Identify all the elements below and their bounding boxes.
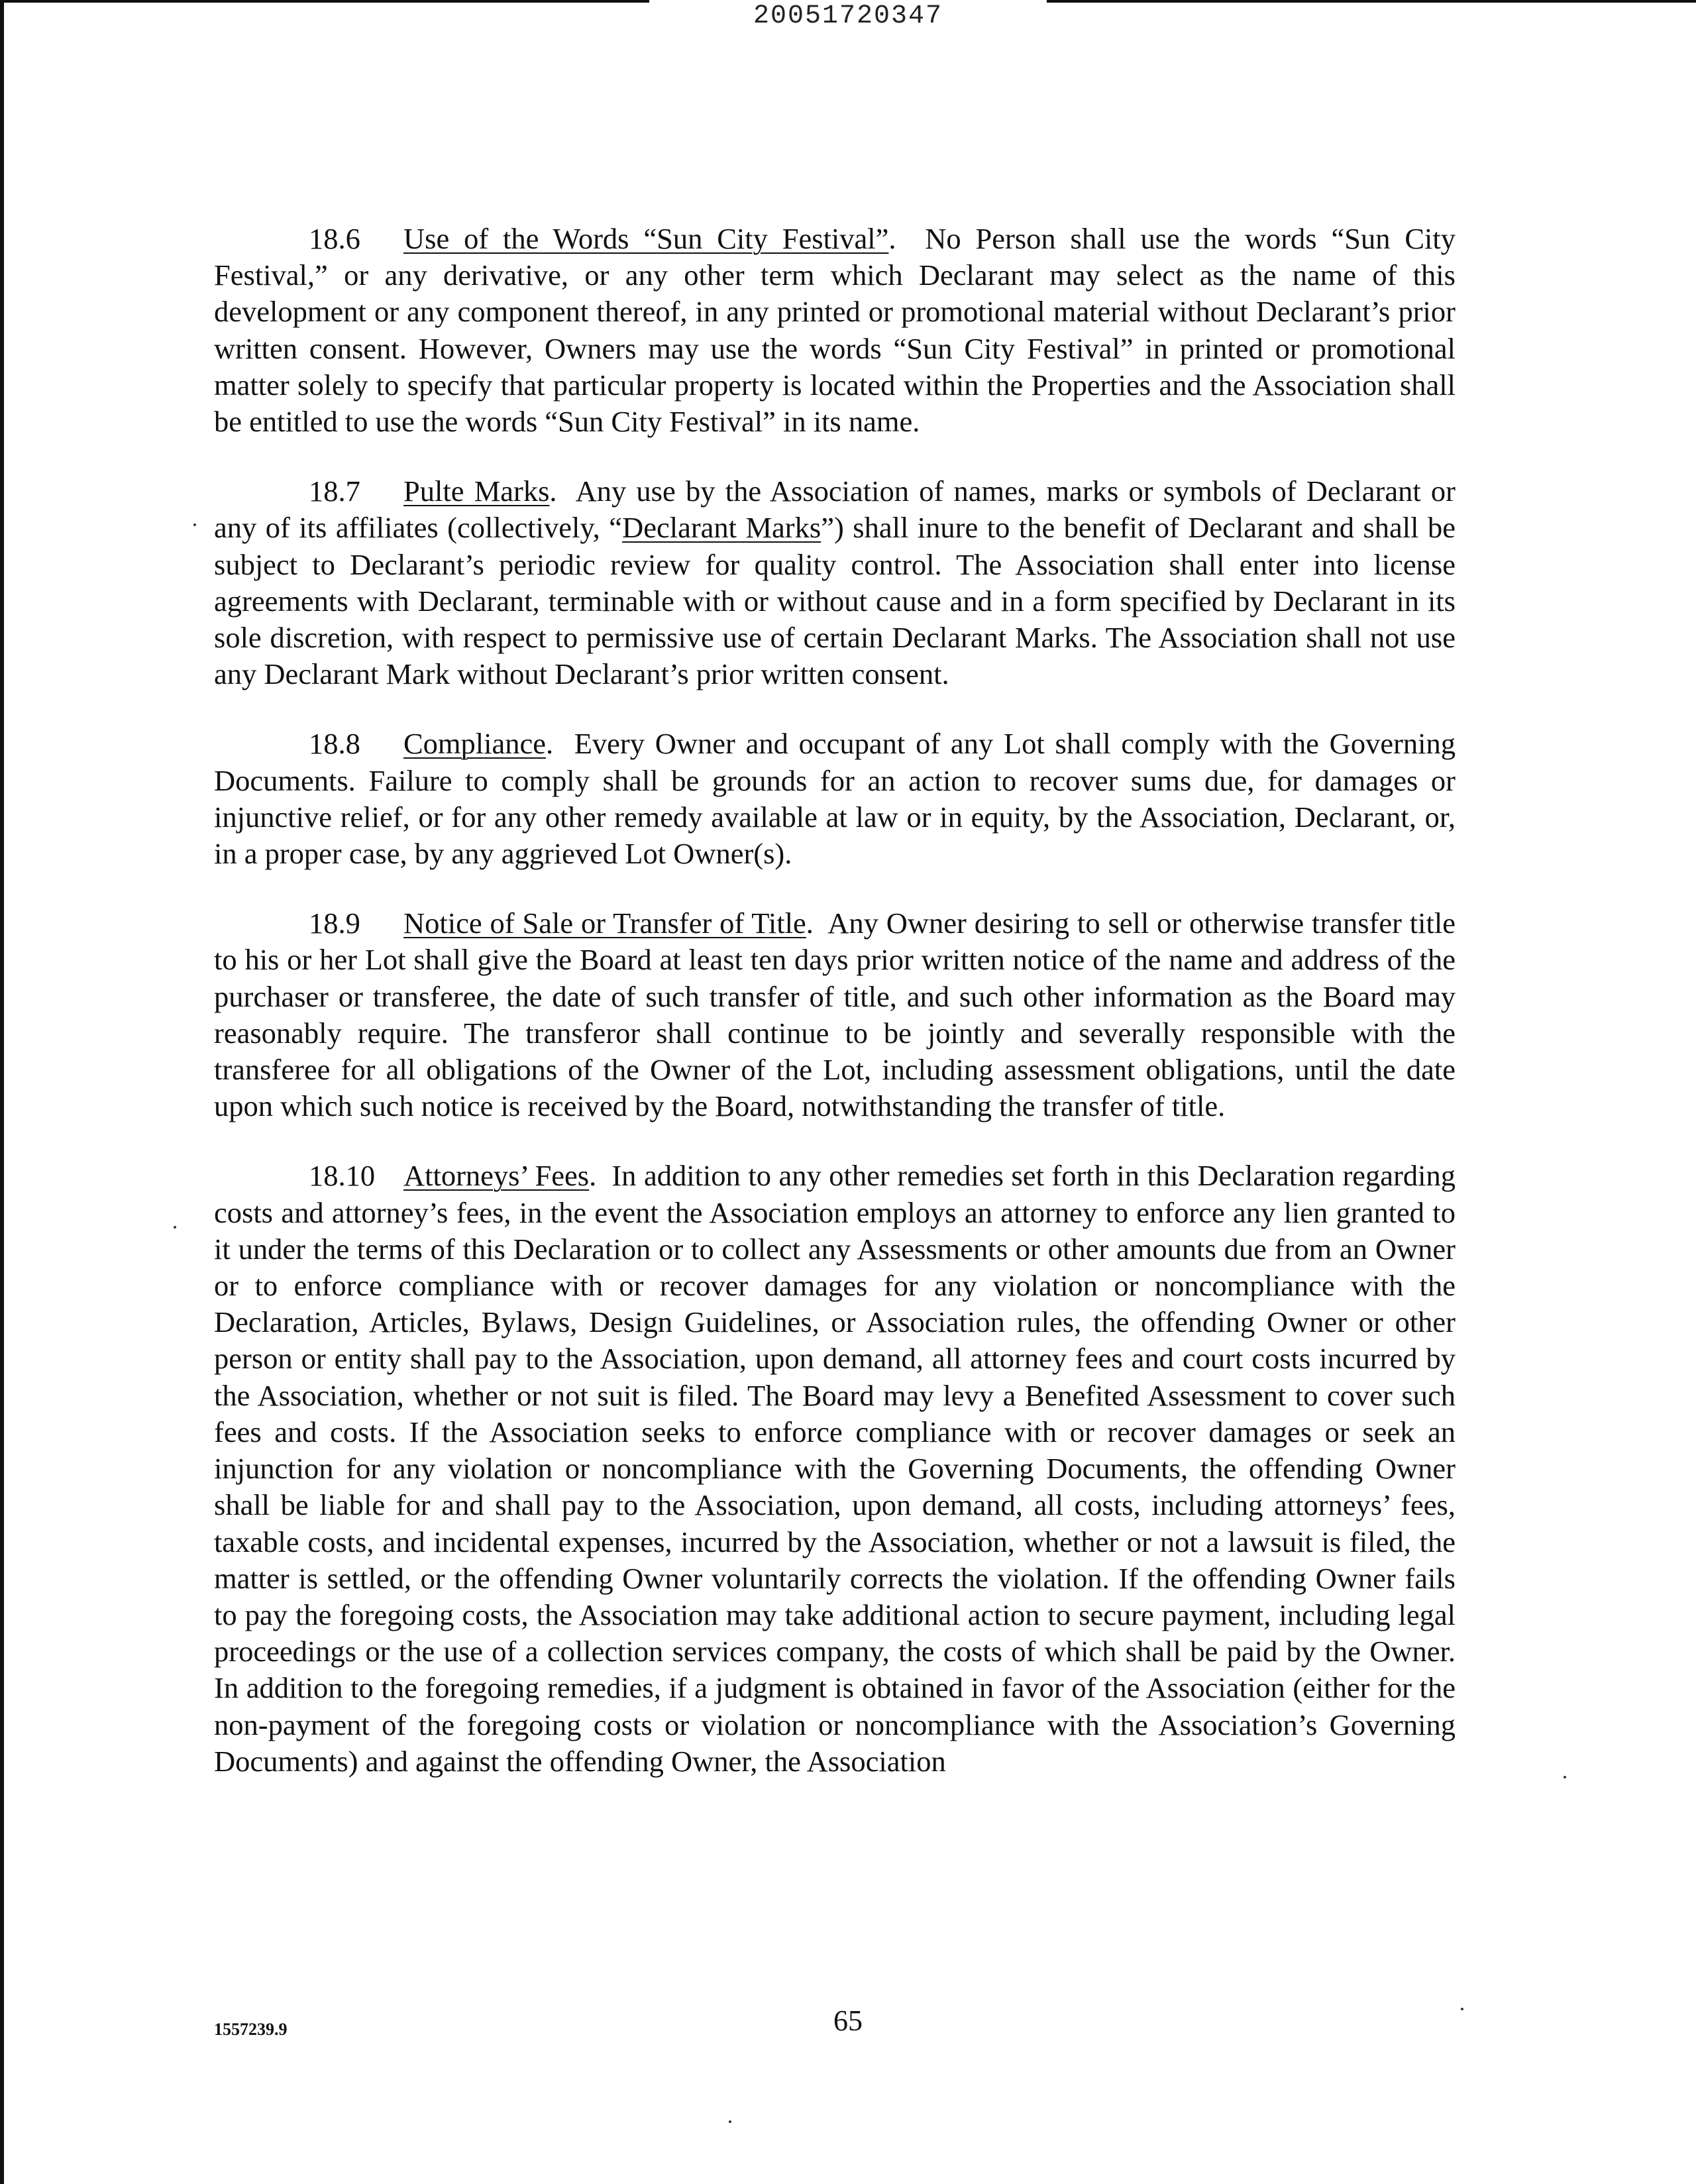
section-18-10: 18.10 Attorneys’ Fees. In addition to any other remedies set forth in this Declaration regarding costs and attorney’s fees, in the event the Association employs an attorney to enforce any lien granted to it under the terms of this Declaration or to collect any Assessments or other amounts due from an Owner or to enforce compliance with or recover damages for any violation or noncompliance with the Declaration, Articles, Bylaws, Design Guidelines, or Association rules, the offending Owner or other person or entity shall pay to the Association, upon demand, all attorney fees and court costs incurred by the Association, whether or not suit is filed. The Board may levy a Benefited Assessment to cover such fees and costs. If the Association seeks to enforce compliance with or recover damages or seek an injunction for any violation or noncompliance with the Governing Documents, the offending Owner shall be liable for and shall pay to the Association, upon demand, all costs, including attorneys’ fees, taxable costs, and incidental expenses, incurred by the Association, whether or not a lawsuit is filed, the matter is settled, or the offending Owner voluntarily corrects the violation. If the offending Owner fails to pay the foregoing costs, the Association may take additional action to secure payment, including legal proceedings or the use of a collection services company, the costs of which shall be paid by the Owner. In addition to the foregoing remedies, if a judgment is obtained in favor of the Association (either for the non-payment of the foregoing costs or violation or noncompliance with the Association’s Governing Documents) and against the offending Owner, the Association <box>214 1159 1456 1778</box>
section-text: Any Owner desiring to sell or otherwise transfer title to his or her Lot shall give the Board at least ten days prior written notice of the name and address of the purchaser or transferee, the date of such transfer of title, and such other information as the Board may reasonably require. The transferor shall continue to be jointly and severally responsible with the transferee for all obligations of the Owner of the Lot, including assessment obligations, until the date upon which such notice is received by the Board, notwithstanding the transfer of title. <box>214 906 1456 1123</box>
scan-edge-bar <box>0 0 4 2184</box>
scan-speck <box>193 523 196 526</box>
scan-speck <box>174 1226 176 1228</box>
section-heading: Compliance <box>403 727 547 761</box>
section-18-8: 18.8 Compliance. Every Owner and occupant of any Lot shall comply with the Governing Documents. Failure to comply shall be grounds for an action to recover sums due, for damages or injunctive relief, or for any other remedy available at law or in equity, by the Association, Declarant, or, in a proper case, by any aggrieved Lot Owner(s). <box>214 727 1456 871</box>
scan-speck <box>729 2120 731 2123</box>
section-number: 18.8 <box>309 727 360 761</box>
section-text: No Person shall use the words “Sun City Festival,” or any derivative, or any other term which Declarant may select as the name of this development or any component thereof, in any printed or promotional material without Declarant’s prior written consent. However, Owners may use the words “Sun City Festival” in printed or promotional matter solely to specify that particular property is located within the Properties and the Association shall be entitled to use the words “Sun City Festival” in its name. <box>214 222 1456 439</box>
section-18-7: 18.7 Pulte Marks. Any use by the Association of names, marks or symbols of Declarant or any of its affiliates (collectively, “Declarant Marks”) shall inure to the benefit of Declarant and shall be subject to Declarant’s periodic review for quality control. The Association shall enter into license agreements with Declarant, terminable with or without cause and in a form specified by Declarant in its sole discretion, with respect to permissive use of certain Declarant Marks. The Association shall not use any Declarant Mark without Declarant’s prior written consent. <box>214 474 1456 691</box>
section-heading: Pulte Marks <box>403 474 550 508</box>
section-text-after: ”) shall inure to the benefit of Declarant and shall be subject to Declarant’s periodic review for quality control. The Association shall enter into license agreements with Declarant, terminable with or without cause and in a form specified by Declarant in its sole discretion, with respect to permissive use of certain Declarant Marks. The Association shall not use any Declarant Mark without Declarant’s prior written consent. <box>214 511 1456 691</box>
section-text: Every Owner and occupant of any Lot shall comply with the Governing Documents. Failure to comply shall be grounds for an action to recover sums due, for damages or injunctive relief, or for any other remedy available at law or in equity, by the Association, Declarant, or, in a proper case, by any aggrieved Lot Owner(s). <box>214 727 1456 871</box>
scan-speck <box>1564 1776 1566 1778</box>
section-number: 18.7 <box>309 474 360 508</box>
section-number: 18.6 <box>309 222 360 255</box>
page-number: 65 <box>833 2004 863 2037</box>
document-body <box>214 221 1456 1813</box>
scan-speck <box>1461 2008 1463 2010</box>
footer-doc-id: 1557239.9 <box>214 2020 288 2039</box>
defined-term: Declarant Marks <box>622 511 822 545</box>
section-text-before: Any use by the Association of names, marks or symbols of Declarant or any of its affiliates (collectively, “ <box>214 474 1456 545</box>
section-heading: Use of the Words “Sun City Festival” <box>403 222 889 255</box>
section-heading: Notice of Sale or Transfer of Title <box>403 906 806 940</box>
section-text: In addition to any other remedies set forth in this Declaration regarding costs and attorney’s fees, in the event the Association employs an attorney to enforce any lien granted to it under the terms of this Declaration or to collect any Assessments or other amounts due from an Owner or to enforce compliance with or recover damages for any violation or noncompliance with the Declaration, Articles, Bylaws, Design Guidelines, or Association rules, the offending Owner or other person or entity shall pay to the Association, upon demand, all attorney fees and court costs incurred by the Association, whether or not suit is filed. The Board may levy a Benefited Assessment to cover such fees and costs. If the Association seeks to enforce compliance with or recover damages or seek an injunction for any violation or noncompliance with the Governing Documents, the offending Owner shall be liable for and shall pay to the Association, upon demand, all costs, including attorneys’ fees, taxable costs, and incidental expenses, incurred by the Association, whether or not a lawsuit is filed, the matter is settled, or the offending Owner voluntarily corrects the violation. If the offending Owner fails to pay the foregoing costs, the Association may take additional action to secure payment, including legal proceedings or the use of a collection services company, the costs of which shall be paid by the Owner. In addition to the foregoing remedies, if a judgment is obtained in favor of the Association (either for the non-payment of the foregoing costs or violation or noncompliance with the Association’s Governing Documents) and against the offending Owner, the Association <box>214 1159 1456 1778</box>
section-number: 18.10 <box>309 1159 376 1193</box>
document-number: 20051720347 <box>753 1 943 31</box>
section-heading: Attorneys’ Fees <box>403 1159 590 1193</box>
section-number: 18.9 <box>309 906 360 940</box>
section-18-9: 18.9 Notice of Sale or Transfer of Title. Any Owner desiring to sell or otherwise transfer title to his or her Lot shall give the Board at least ten days prior written notice of the name and address of the purchaser or transferee, the date of such transfer of title, and such other information as the Board may reasonably require. The transferor shall continue to be jointly and severally responsible with the transferee for all obligations of the Owner of the Lot, including assessment obligations, until the date upon which such notice is received by the Board, notwithstanding the transfer of title. <box>214 906 1456 1123</box>
section-18-6: 18.6 Use of the Words “Sun City Festival”. No Person shall use the words “Sun City Festival,” or any derivative, or any other term which Declarant may select as the name of this development or any component thereof, in any printed or promotional material without Declarant’s prior written consent. However, Owners may use the words “Sun City Festival” in printed or promotional matter solely to specify that particular property is located within the Properties and the Association shall be entitled to use the words “Sun City Festival” in its name. <box>214 222 1456 439</box>
